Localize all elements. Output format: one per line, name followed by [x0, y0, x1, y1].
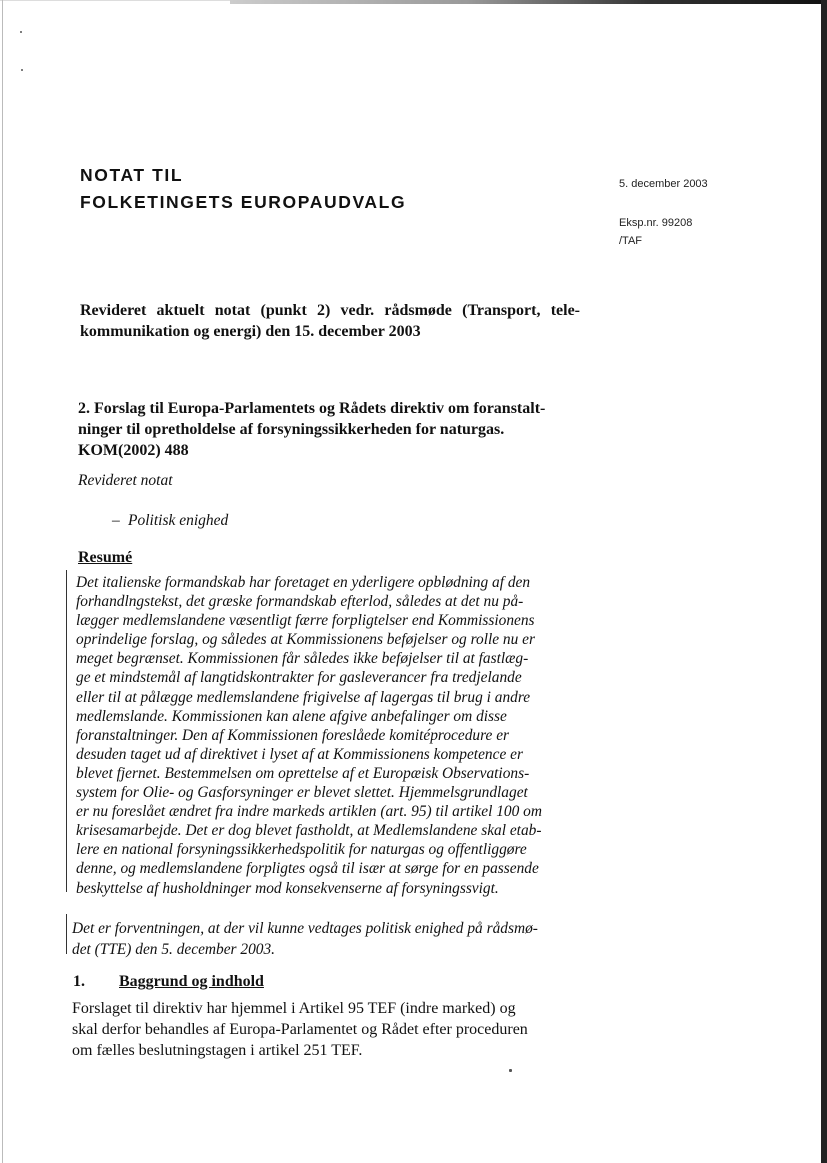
bullet-text: Politisk enighed: [128, 512, 229, 529]
agenda-title-line-3: KOM(2002) 488: [78, 442, 189, 459]
section-title: Baggrund og indhold: [119, 973, 264, 990]
expectation-paragraph: Det er forventningen, at der vil kunne vedtages politisk enighed på rådsmø- det (TTE) den 5. december 2003.: [72, 920, 538, 958]
heading-line-1: NOTAT TIL: [80, 165, 184, 185]
scan-edge-left: [2, 0, 3, 1163]
scan-speck: [21, 69, 23, 71]
section-number: 1.: [73, 973, 85, 990]
section-body: Forslaget til direktiv har hjemmel i Artikel 95 TEF (indre marked) og skal derfor behandles af Europa-Parlamentet og Rådet efter proceduren om fælles beslutningstagen i artikel 251 TEF.: [72, 1000, 528, 1059]
margin-change-bar: [66, 914, 67, 954]
bullet-dash: –: [112, 512, 120, 529]
scan-shadow-right: [821, 0, 827, 1163]
author-reference: /TAF: [619, 235, 643, 247]
agenda-item-title: [78, 398, 568, 461]
resume-heading: Resumé: [78, 549, 133, 566]
scan-shadow-top: [230, 0, 827, 4]
margin-change-bar: [66, 570, 67, 892]
revised-note-label: Revideret notat: [78, 472, 173, 489]
document-date: 5. december 2003: [619, 178, 708, 190]
document-heading: [80, 162, 406, 216]
heading-line-2: FOLKETINGETS EUROPAUDVALG: [80, 192, 407, 212]
scan-speck: [20, 31, 22, 33]
note-title: Revideret aktuelt notat (punkt 2) vedr. rådsmøde (Transport, tele-kommunikation og energi) den 15. december 2003: [80, 302, 580, 340]
case-number: Eksp.nr. 99208: [619, 217, 693, 229]
agenda-title-line-2: ninger til opretholdelse af forsyningssikkerheden for naturgas.: [78, 421, 505, 438]
scan-speck: [509, 1069, 512, 1072]
agenda-title-line-1: 2. Forslag til Europa-Parlamentets og Rådets direktiv om foranstalt-: [78, 400, 546, 417]
resume-body: Det italienske formandskab har foretaget en yderligere opblødning af den forhandlngstekst, det græske formandskab efterlod, således at det nu på- lægger medlemslandene væsentligt færre forpligtelser end Kommissionens oprindelige forslag, og således at Kommissionens beføjelser og rolle nu er meget begrænset. Kommissionen får således ikke beføjelser til at fastlæg- ge et mindstemål af langtidskontrakter for gasleverancer fra tredjelande eller til at pålægge medlemslandene frigivelse af lagergas til brug i andre medlemslande. Kommissionen kan alene afgive anbefalinger om disse foranstaltninger. Den af Kommissionen foreslåede komitéprocedure er desuden taget ud af direktivet i lyset af at Kommissionens kompetence er blevet fjernet. Bestemmelsen om oprettelse af et Europæisk Observations- system for Olie- og Gasforsyninger er blevet slettet. Hjemmelsgrundlaget er nu foreslået ændret fra indre markeds artiklen (art. 95) til artikel 100 om krisesamarbejde. Det er dog blevet fastholdt, at Medlemslandene skal etab- lere en national forsyningssikkerhedspolitik for naturgas og offentliggøre denne, og medlemslandene forpligtes også til især at sørge for en passende beskyttelse af husholdninger mod konsekvenserne af forsyningssvigt.: [76, 574, 542, 897]
